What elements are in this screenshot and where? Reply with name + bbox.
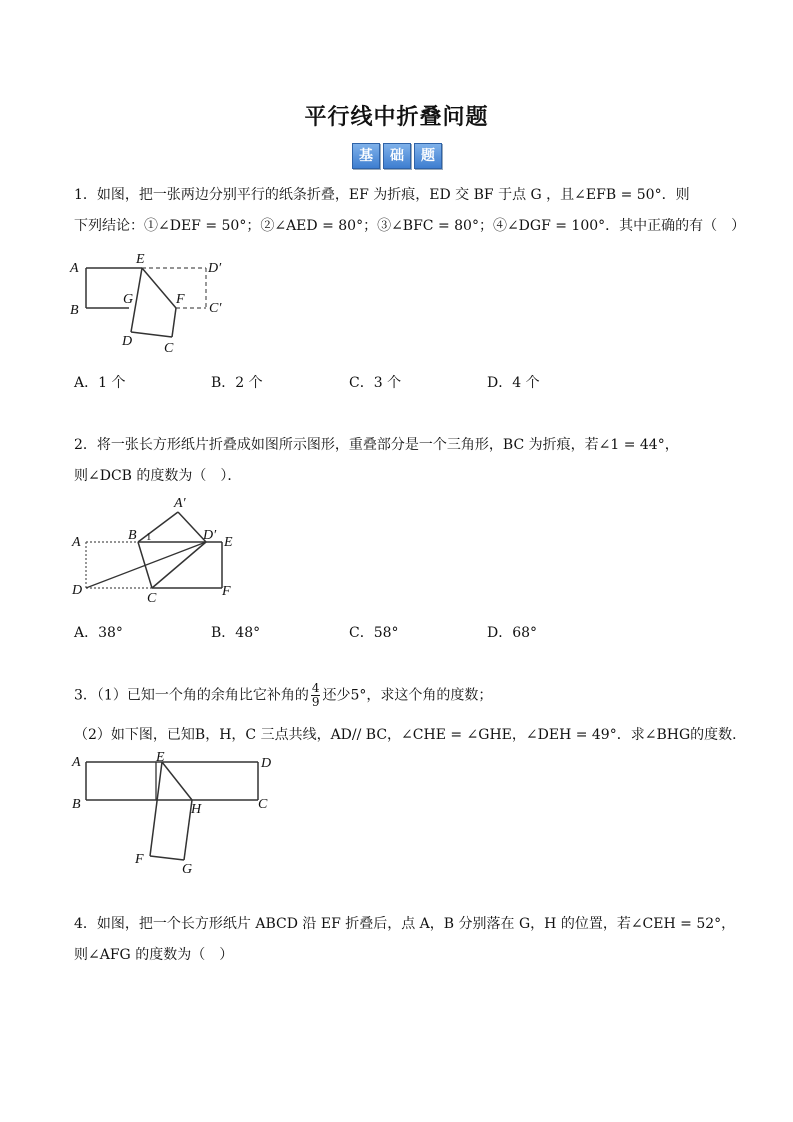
q3-label: E xyxy=(156,750,165,765)
q2-option-b[interactable]: B．48° xyxy=(211,625,261,641)
q2-label: B xyxy=(128,528,137,543)
q2-option-c[interactable]: C．58° xyxy=(349,625,399,641)
q1-option-d[interactable]: D．4 个 xyxy=(487,375,540,391)
fraction-numerator: 4 xyxy=(311,681,320,695)
q3-label: C xyxy=(258,797,268,812)
q1-label: D xyxy=(122,334,133,349)
q2-text-line1: 2．将一张长方形纸片折叠成如图所示图形，重叠部分是一个三角形，BC 为折痕，若∠1 = 44°， xyxy=(74,437,679,453)
q3-text-line2: （2）如下图，已知B，H，C 三点共线，AD// BC，∠CHE = ∠GHE，∠DEH = 49°．求∠BHG的度数． xyxy=(74,727,747,743)
q4-text-line2: 则∠AFG 的度数为（ ） xyxy=(74,947,234,963)
fraction-denominator: 9 xyxy=(311,695,320,709)
q3-label: D xyxy=(261,756,272,771)
q1-label: G xyxy=(123,292,134,307)
q1-label: C′ xyxy=(209,301,222,316)
q2-option-d[interactable]: D．68° xyxy=(487,625,538,641)
q1-option-b[interactable]: B．2 个 xyxy=(211,375,263,391)
q2-label: F xyxy=(222,584,231,599)
q3-label: F xyxy=(135,852,144,867)
q1-label: A xyxy=(70,261,79,276)
q2-option-a[interactable]: A．38° xyxy=(74,625,123,641)
q2-label: A xyxy=(72,535,81,550)
q2-label: C xyxy=(147,591,157,602)
page-title: 平行线中折叠问题 xyxy=(304,105,489,130)
q2-angle-label: 1 xyxy=(146,531,152,543)
q3-text-line1 xyxy=(74,682,492,709)
section-badge xyxy=(352,143,442,169)
q2-label: D′ xyxy=(203,528,217,543)
q1-figure xyxy=(66,252,246,357)
q1-text-line1: 1．如图，把一张两边分别平行的纸条折叠，EF 为折痕，ED 交 BF 于点 G ，且∠EFB = 50°．则 xyxy=(74,187,690,203)
badge-char: 础 xyxy=(383,143,411,169)
q1-label: E xyxy=(136,252,145,267)
q3-label: H xyxy=(191,802,202,817)
q1-label: F xyxy=(176,292,185,307)
q3-label: A xyxy=(72,755,81,770)
fraction xyxy=(311,682,321,709)
badge-char: 基 xyxy=(352,143,380,169)
q1-option-c[interactable]: C．3 个 xyxy=(349,375,402,391)
q4-text-line1: 4．如图，把一个长方形纸片 ABCD 沿 EF 折叠后，点 A，B 分别落在 G，H 的位置，若∠CEH = 52°， xyxy=(74,916,736,932)
q1-text-line2: 下列结论：①∠DEF = 50°；②∠AED = 80°；③∠BFC = 80°；④∠DGF = 100°．其中正确的有（ ） xyxy=(74,218,746,234)
q3-text-pre: 3．（1）已知一个角的余角比它补角的 xyxy=(74,687,309,704)
q3-label: B xyxy=(72,797,81,812)
q3-label: G xyxy=(182,862,193,877)
q2-label: A′ xyxy=(174,496,186,511)
q1-label: D′ xyxy=(208,261,222,276)
q2-label: D xyxy=(72,583,83,598)
badge-char: 题 xyxy=(414,143,442,169)
q3-text-post: 还少5°，求这个角的度数； xyxy=(322,687,493,704)
q1-label: B xyxy=(70,303,79,318)
q2-label: E xyxy=(224,535,233,550)
q2-figure xyxy=(66,494,246,602)
q2-text-line2: 则∠DCB 的度数为（ ）． xyxy=(74,468,242,484)
q1-label: C xyxy=(164,341,174,356)
q3-figure xyxy=(66,750,280,880)
q1-option-a[interactable]: A．1 个 xyxy=(74,375,126,391)
